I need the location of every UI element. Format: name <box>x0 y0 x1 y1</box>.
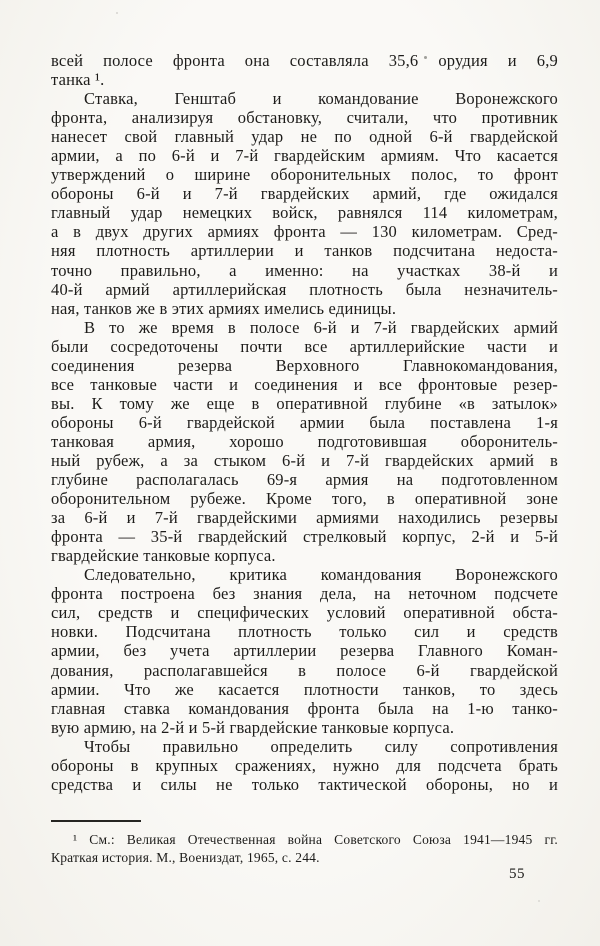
text-line: армии, а по 6-й и 7-й гвардейским армиям. Что касается <box>51 146 558 166</box>
footnote-line: ¹ См.: Великая Отечественная война Советского Союза 1941—1945 гг. <box>73 832 558 847</box>
text-line: за 6-й и 7-й гвардейскими армиями находились резервы <box>51 508 558 528</box>
text-line: няя плотность артиллерии и танков подсчитана недоста- <box>51 241 558 261</box>
footnote-divider <box>51 820 141 822</box>
text-line: всей полосе фронта она составляла 35,6 орудия и 6,9 <box>51 51 558 70</box>
text-line: танка ¹. <box>51 70 105 90</box>
text-line: танковая армия, хорошо подготовившая оборонитель- <box>51 431 558 451</box>
text-line: ный рубеж, а за стыком 6-й и 7-й гвардейских армий в <box>51 450 558 470</box>
text-line: армии, без учета артиллерии резерва Главного Коман- <box>51 641 558 661</box>
text-line: 40-й армий артиллерийская плотность была незначитель- <box>51 279 558 299</box>
text-line: фронта построена без знания дела, на неточном подсчете <box>51 584 558 604</box>
text-line: вы. К тому же еще в оперативной глубине «в затылок» <box>51 393 558 413</box>
text-line: дования, располагавшейся в полосе 6-й гвардейской <box>51 660 558 680</box>
text-line: обороны 6-й гвардейской армии была поставлена 1-я <box>51 412 558 432</box>
text-line: оборонительном рубеже. Кроме того, в оперативной зоне <box>51 489 558 509</box>
scan-speck <box>538 900 540 902</box>
text-line: точно правильно, а именно: на участках 38-й и <box>51 260 558 280</box>
text-line: вую армию, на 2-й и 5-й гвардейские танковые корпуса. <box>51 717 455 737</box>
text-line: ная, танков же в этих армиях имелись единицы. <box>51 298 397 318</box>
text-line: все танковые части и соединения и все фронтовые резер- <box>51 374 558 394</box>
text-line: главный удар немецких войск, равнялся 114 километрам, <box>51 203 558 223</box>
text-line: сил, средств и специфических условий оперативной обста- <box>51 603 558 623</box>
scan-speck <box>116 12 118 14</box>
text-line: Чтобы правильно определить силу сопротивления <box>84 736 558 756</box>
footnote-line: Краткая история. М., Воениздат, 1965, с. 244. <box>51 849 320 865</box>
text-line: фронта — 35-й гвардейский стрелковый корпус, 2-й и 5-й <box>51 527 558 547</box>
text-line: фронта, анализируя обстановку, считали, что противник <box>51 108 558 128</box>
text-line: обороны в крупных сражениях, нужно для подсчета брать <box>51 755 558 775</box>
text-line: армии. Что же касается плотности танков, то здесь <box>51 679 558 699</box>
text-line: главная ставка командования фронта была на 1-ю танко- <box>51 698 558 718</box>
text-line: обороны 6-й и 7-й гвардейских армий, где ожидался <box>51 184 558 204</box>
footnote-section <box>51 820 558 866</box>
text-line: В то же время в полосе 6-й и 7-й гвардейских армий <box>84 317 558 337</box>
footnote-lines <box>51 831 558 866</box>
body-text <box>51 51 558 794</box>
text-line: Следовательно, критика командования Воронежского <box>84 565 558 585</box>
text-line: были сосредоточены почти все артиллерийские части и <box>51 336 558 356</box>
text-line: утверждений о ширине оборонительных полос, то фронт <box>51 165 558 185</box>
text-line: Ставка, Генштаб и командование Воронежского <box>84 89 558 109</box>
text-line: нанесет свой главный удар не по одной 6-й гвардейской <box>51 127 558 147</box>
page-number: 55 <box>509 866 525 882</box>
text-line: средства и силы не только тактической обороны, но и <box>51 774 558 794</box>
text-line: глубине располагалась 69-я армия на подготовленном <box>51 470 558 490</box>
text-line: новки. Подсчитана плотность только сил и средств <box>51 622 558 642</box>
text-line: а в двух других армиях фронта — 130 километрам. Сред- <box>51 222 558 242</box>
text-line: гвардейские танковые корпуса. <box>51 546 276 566</box>
text-line: соединения резерва Верховного Главнокомандования, <box>51 355 558 375</box>
